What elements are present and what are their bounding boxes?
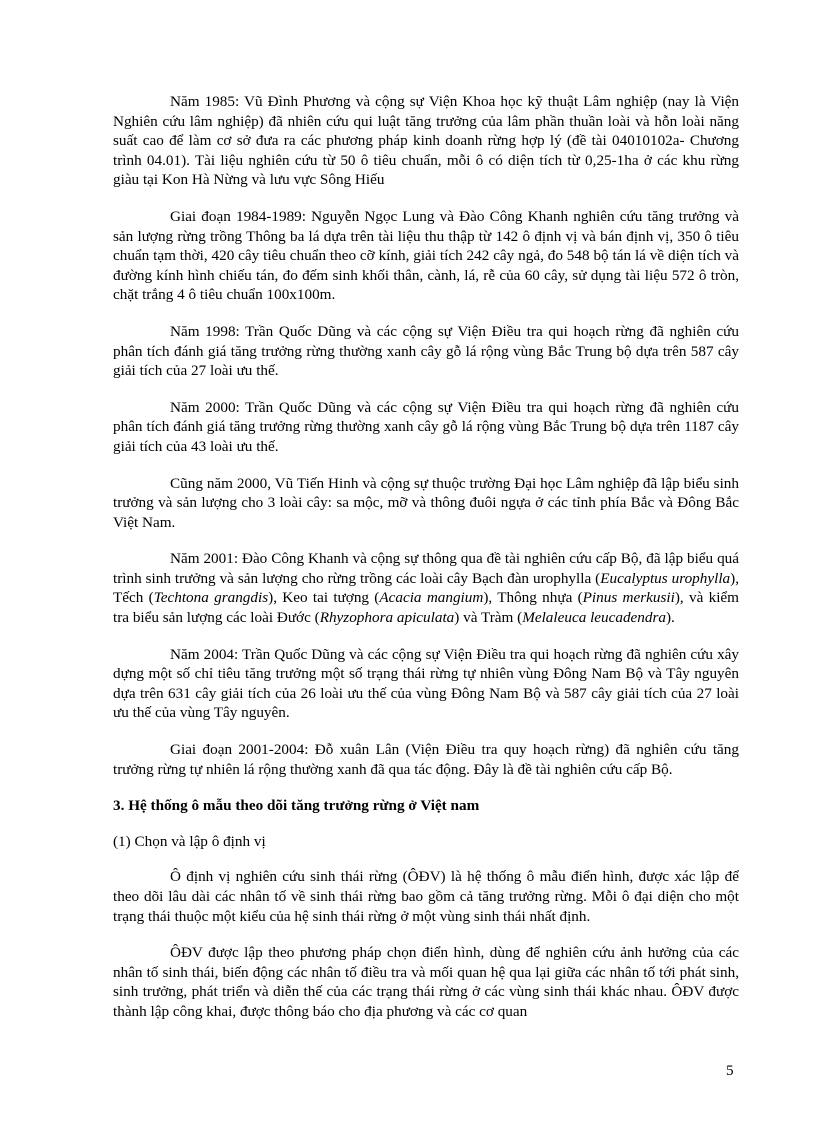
page-content [113,92,739,1039]
species-name: Pinus merkusii [582,589,675,607]
text-run: ), Tếch ( [113,569,739,607]
paragraph-odv-method: ÔĐV được lập theo phương pháp chọn điển hình, dùng để nghiên cứu ảnh hưởng của các nhân tố sinh thái, biến động các nhân tố điều tra và mối quan hệ qua lại giữa các nhân tố tới phát sinh, sinh trưởng, phát triển và diễn thế của các trạng thái rừng ở các vùng sinh thái khác nhau. ÔĐV được thành lập công khai, được thông báo cho địa phương và các cơ quan [113,944,739,1020]
text-run: ), Keo tai tượng ( [268,589,380,607]
page-number: 5 [726,1062,734,1079]
species-name: Eucalyptus urophylla [600,569,731,587]
subsection-heading: (1) Chọn và lập ô định vị [113,832,266,850]
paragraph-2000: Năm 2000: Trần Quốc Dũng và các cộng sự Viện Điều tra qui hoạch rừng đã nghiên cứu phân tích đánh giá tăng trưởng rừng thường xanh cây gỗ lá rộng vùng Bắc Trung bộ dựa trên 1187 cây giải tích của 43 loài ưu thế. [113,398,739,455]
species-name: Melaleuca leucadendra [522,609,666,627]
paragraph-1985: Năm 1985: Vũ Đình Phương và cộng sự Viện Khoa học kỹ thuật Lâm nghiệp (nay là Viện Nghiên cứu lâm nghiệp) đã nhiên cứu qui luật tăng trưởng của lâm phần thuần loài và hỗn loài năng suất cao để làm cơ sở đưa ra các phương pháp kinh doanh rừng hợp lý (đề tài 04010102a- Chương trình 04.01). Tài liệu nghiên cứu từ 50 ô tiêu chuẩn, mỗi ô có diện tích từ 0,25-1ha ở các khu rừng giàu tại Kon Hà Nừng và lưu vực Sông Hiếu [113,93,739,189]
paragraph-2004: Năm 2004: Trần Quốc Dũng và các cộng sự Viện Điều tra qui hoạch rừng đã nghiên cứu xây dựng một số chỉ tiêu tăng trưởng một số trạng thái rừng tự nhiên vùng Đông Nam Bộ và Tây nguyên dựa trên 631 cây giải tích của 26 loài ưu thế của vùng Đông Nam Bộ và 587 cây giải tích của 27 loài ưu thế của vùng Tây nguyên. [113,645,739,722]
paragraph-2001 [113,549,739,627]
text-run: ). [666,609,675,627]
section-heading: 3. Hệ thống ô mẫu theo dõi tăng trưởng rừng ở Việt nam [113,797,480,815]
species-name: Techtona grangdis [153,589,269,607]
text-run: ) và Tràm ( [454,609,523,627]
paragraph-1998: Năm 1998: Trần Quốc Dũng và các cộng sự Viện Điều tra qui hoạch rừng đã nghiên cứu phân tích đánh giá tăng trưởng rừng thường xanh cây gỗ lá rộng vùng Bắc Trung bộ dựa trên 587 cây giải tích của 27 loài ưu thế. [113,322,739,380]
paragraph-odv-definition: Ô định vị nghiên cứu sinh thái rừng (ÔĐV) là hệ thống ô mẫu điển hình, được xác lập để theo dõi lâu dài các nhân tố về sinh thái rừng bao gồm cả tăng trưởng rừng. Mỗi ô đại diện cho một trạng thái thuộc một kiểu của hệ sinh thái rừng ở một vùng sinh thái nhất định. [113,868,739,925]
species-name: Acacia mangium [379,589,484,607]
text-run: ), và kiểm tra biểu sản lượng các loài Đước ( [113,589,739,627]
text-run: ), Thông nhựa ( [483,589,583,607]
paragraph-2001-2004: Giai đoạn 2001-2004: Đỗ xuân Lân (Viện Điều tra quy hoạch rừng) đã nghiên cứu tăng trưởng rừng tự nhiên lá rộng thường xanh đã qua tác động. Đây là đề tài nghiên cứu cấp Bộ. [113,741,739,778]
paragraph-2000-vu-tien-hinh: Cũng năm 2000, Vũ Tiến Hinh và cộng sự thuộc trường Đại học Lâm nghiệp đã lập biểu sinh trưởng và sản lượng cho 3 loài cây: sa mộc, mỡ và thông đuôi ngựa ở các tỉnh phía Bắc và Đông Bắc Việt Nam. [113,474,739,531]
text-run: Năm 2001: Đào Công Khanh và cộng sự thông qua đề tài nghiên cứu cấp Bộ, đã lập biểu quá trình sinh trưởng và sản lượng cho rừng trồng các loài cây Bạch đàn urophylla ( [113,550,739,587]
species-name: Rhyzophora apiculata [319,609,455,627]
paragraph-1984-1989: Giai đoạn 1984-1989: Nguyễn Ngọc Lung và Đào Công Khanh nghiên cứu tăng trưởng và sản lượng rừng trồng Thông ba lá dựa trên tài liệu thu thập từ 142 ô định vị và bán định vị, 350 ô tiêu chuẩn tạm thời, 420 cây tiêu chuẩn theo cỡ kính, giải tích 242 cây ngả, đo 548 bộ tán lá về diện tích và đường kính hình chiếu tán, đo đếm sinh khối thân, cành, lá, rễ của 60 cây, sử dụng tài liệu 572 ô tròn, chặt trắng 4 ô tiêu chuẩn 100x100m. [113,207,739,304]
